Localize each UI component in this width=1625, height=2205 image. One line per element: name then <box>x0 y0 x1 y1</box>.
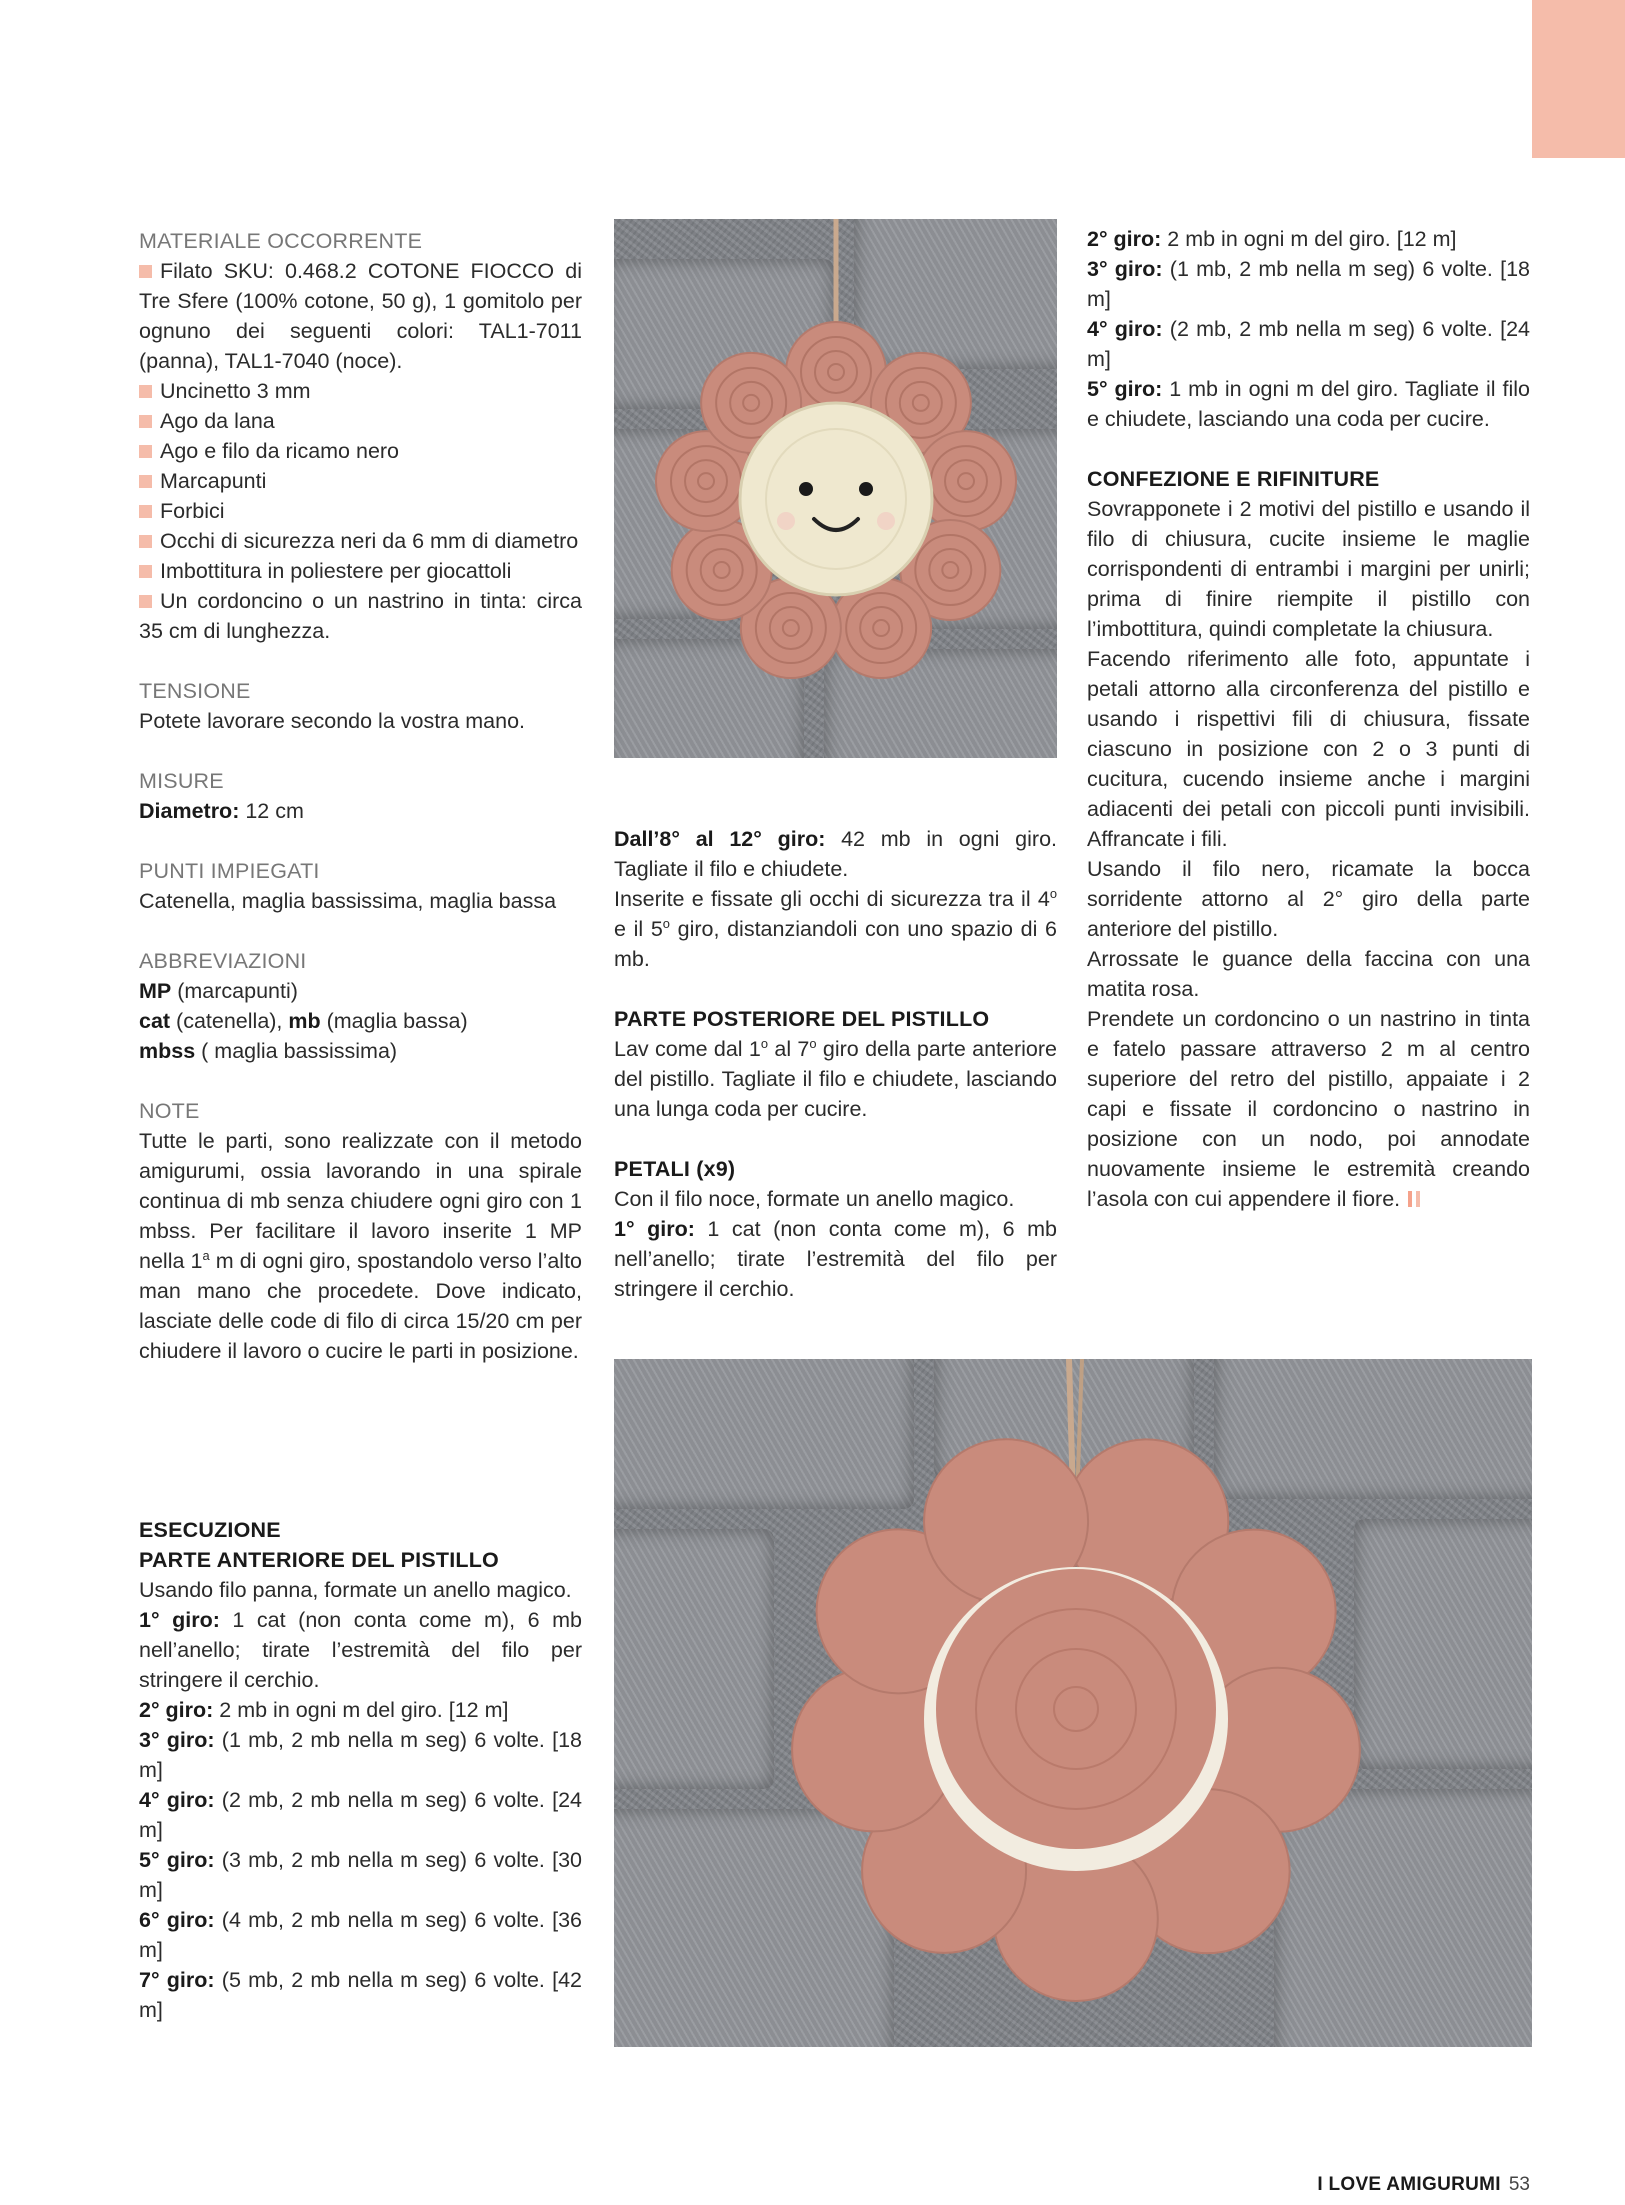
note-heading: NOTE <box>139 1099 200 1123</box>
petali-intro: Con il filo noce, formate un anello magico. <box>614 1187 1015 1211</box>
misure-line <box>139 796 582 826</box>
list-item: Ago da lana <box>139 406 582 436</box>
round-line: 5° giro: 1 mb in ogni m del giro. Tagliate il filo e chiudete, lasciando una coda per cucire. <box>1087 377 1531 431</box>
column-right <box>1087 224 1530 1214</box>
list-item: Filato SKU: 0.468.2 COTONE FIOCCO di Tre Sfere (100% cotone, 50 g), 1 gomitolo per ognuno dei seguenti colori: TAL1-7011 (panna), TAL1-7040 (noce). <box>139 259 582 373</box>
note-text: Tutte le parti, sono realizzate con il metodo amigurumi, ossia lavorando in una spirale continua di mb senza chiudere ogni giro con 1 mbss. Per facilitare il lavoro inserite 1 MP nella 1$^a$ m di ogni giro, spostandolo verso l’alto man mano che procedete. Dove indicato, lasciate delle code di filo di circa 15/20 cm per chiudere il lavoro o cucire le parti in posizione. <box>139 1129 582 1363</box>
parte-posteriore-heading: PARTE POSTERIORE DEL PISTILLO <box>614 1007 990 1031</box>
round-line: 4° giro: (2 mb, 2 mb nella m seg) 6 volte. [24 m] <box>139 1788 582 1842</box>
list-item: Occhi di sicurezza neri da 6 mm di diametro <box>139 526 582 556</box>
misure-value: 12 cm <box>239 799 304 823</box>
bullet-square-icon <box>139 475 152 488</box>
page-number: 53 <box>1508 2174 1530 2195</box>
tensione-heading: TENSIONE <box>139 679 251 703</box>
confezione-paragraph: Facendo riferimento alle foto, appuntate i petali attorno alla circonferenza del pistillo e usando i rispettivi fili di chiusura, fissate ciascuno in posizione con 2 o 3 punti di cucitura, cucendo insieme anche i margini adiacenti dei petali con piccoli punti invisibili. Affrancate i fili. <box>1087 647 1530 851</box>
column-left <box>139 226 582 1366</box>
esecuzione-block <box>139 1515 582 2025</box>
list-item: Un cordoncino o un nastrino in tinta: circa 35 cm di lunghezza. <box>139 589 582 643</box>
flower-back-illustration <box>614 1359 1532 2047</box>
abbr-cat-mb: cat (catenella), mb (maglia bassa) <box>139 1009 468 1033</box>
esecuzione-intro: Usando filo panna, formate un anello magico. <box>139 1578 572 1602</box>
confezione-paragraph: Sovrapponete i 2 motivi del pistillo e usando il filo di chiusura, cucite insieme le maglie corrispondenti di entrambi i margini per unirli; prima di finire riempite il pistillo con l’imbottitura, quindi completate la chiusura. <box>1087 497 1530 641</box>
bullet-square-icon <box>139 595 152 608</box>
list-item: Marcapunti <box>139 466 582 496</box>
parte-anteriore-heading: PARTE ANTERIORE DEL PISTILLO <box>139 1548 499 1572</box>
punti-heading: PUNTI IMPIEGATI <box>139 859 320 883</box>
misure-heading: MISURE <box>139 769 224 793</box>
confezione-heading: CONFEZIONE E RIFINITURE <box>1087 467 1380 491</box>
end-mark-icon <box>1408 1191 1412 1207</box>
photo-flower-back <box>614 1359 1532 2047</box>
bullet-square-icon <box>139 565 152 578</box>
eye-right-icon <box>859 482 873 496</box>
abbr-mbss: mbss ( maglia bassissima) <box>139 1039 398 1063</box>
misure-label: Diametro: <box>139 799 240 823</box>
bullet-square-icon <box>139 385 152 398</box>
materiale-heading: MATERIALE OCCORRENTE <box>139 229 423 253</box>
list-item: Uncinetto 3 mm <box>139 376 582 406</box>
bullet-square-icon <box>139 445 152 458</box>
list-item: Imbottitura in poliestere per giocattoli <box>139 556 582 586</box>
round-line: 5° giro: (3 mb, 2 mb nella m seg) 6 volte. [30 m] <box>139 1848 582 1902</box>
round-line: 1° giro: 1 cat (non conta come m), 6 mb nell’anello; tirate l’estremità del filo per stringere il cerchio. <box>139 1608 582 1692</box>
posteriore-text: Lav come dal 1$^o$ al 7$^o$ giro della parte anteriore del pistillo. Tagliate il filo e chiudete, lasciando una lunga coda per cucire. <box>614 1035 1058 1121</box>
corner-tab <box>1532 0 1625 158</box>
confezione-paragraph: Usando il filo nero, ricamate la bocca sorridente attorno al 2° giro della parte anteriore del pistillo. <box>1087 857 1530 941</box>
tensione-text: Potete lavorare secondo la vostra mano. <box>139 709 526 733</box>
round-line: 4° giro: (2 mb, 2 mb nella m seg) 6 volte. [24 m] <box>1087 317 1530 371</box>
column-middle <box>614 824 1057 1304</box>
page-footer <box>1000 2174 1530 2196</box>
eye-left-icon <box>799 482 813 496</box>
round-line: 6° giro: (4 mb, 2 mb nella m seg) 6 volte. [36 m] <box>139 1908 582 1962</box>
round-line: 7° giro: (5 mb, 2 mb nella m seg) 6 volte. [42 m] <box>139 1968 582 2022</box>
esecuzione-heading: ESECUZIONE <box>139 1518 281 1542</box>
bullet-square-icon <box>139 535 152 548</box>
round-line: 3° giro: (1 mb, 2 mb nella m seg) 6 volte. [18 m] <box>1087 257 1530 311</box>
confezione-paragraph: Arrossate le guance della faccina con una matita rosa. <box>1087 947 1530 1001</box>
list-item: Ago e filo da ricamo nero <box>139 436 582 466</box>
petali-heading: PETALI (x9) <box>614 1157 736 1181</box>
flower-front-illustration <box>614 219 1057 758</box>
punti-text: Catenella, maglia bassissima, maglia bassa <box>139 889 557 913</box>
bullet-square-icon <box>139 265 152 278</box>
abbr-mp: MP (marcapunti) <box>139 979 298 1003</box>
bullet-square-icon <box>139 415 152 428</box>
round-line: 2° giro: 2 mb in ogni m del giro. [12 m] <box>139 1698 509 1722</box>
list-item: Forbici <box>139 496 582 526</box>
confezione-paragraph-last: Prendete un cordoncino o un nastrino in tinta e fatelo passare attraverso 2 m al centro superiore del retro del pistillo, appaiate i 2 capi e fissate il cordoncino o nastrino in posizione con un nodo, poi annodate nuovamente insieme le estremità creando l’asola con cui appendere il fiore. <box>1087 1007 1530 1211</box>
petali-round-1: 1° giro: 1 cat (non conta come m), 6 mb nell’anello; tirate l’estremità del filo per stringere il cerchio. <box>614 1217 1057 1301</box>
round-line: 3° giro: (1 mb, 2 mb nella m seg) 6 volte. [18 m] <box>139 1728 582 1782</box>
photo-flower-front <box>614 219 1057 758</box>
occhi-text: Inserite e fissate gli occhi di sicurezza tra il 4$^o$ e il 5$^o$ giro, distanziandoli con uno spazio di 6 mb. <box>614 885 1057 971</box>
magazine-title: I LOVE AMIGURUMI <box>1317 2174 1501 2195</box>
bullet-square-icon <box>139 505 152 518</box>
abbreviazioni-heading: ABBREVIAZIONI <box>139 949 307 973</box>
materiale-list <box>139 256 582 646</box>
round-8-12: Dall’8° al 12° giro: 42 mb in ogni giro. Tagliate il filo e chiudete. <box>614 827 1057 881</box>
round-line: 2° giro: 2 mb in ogni m del giro. [12 m] <box>1087 227 1457 251</box>
